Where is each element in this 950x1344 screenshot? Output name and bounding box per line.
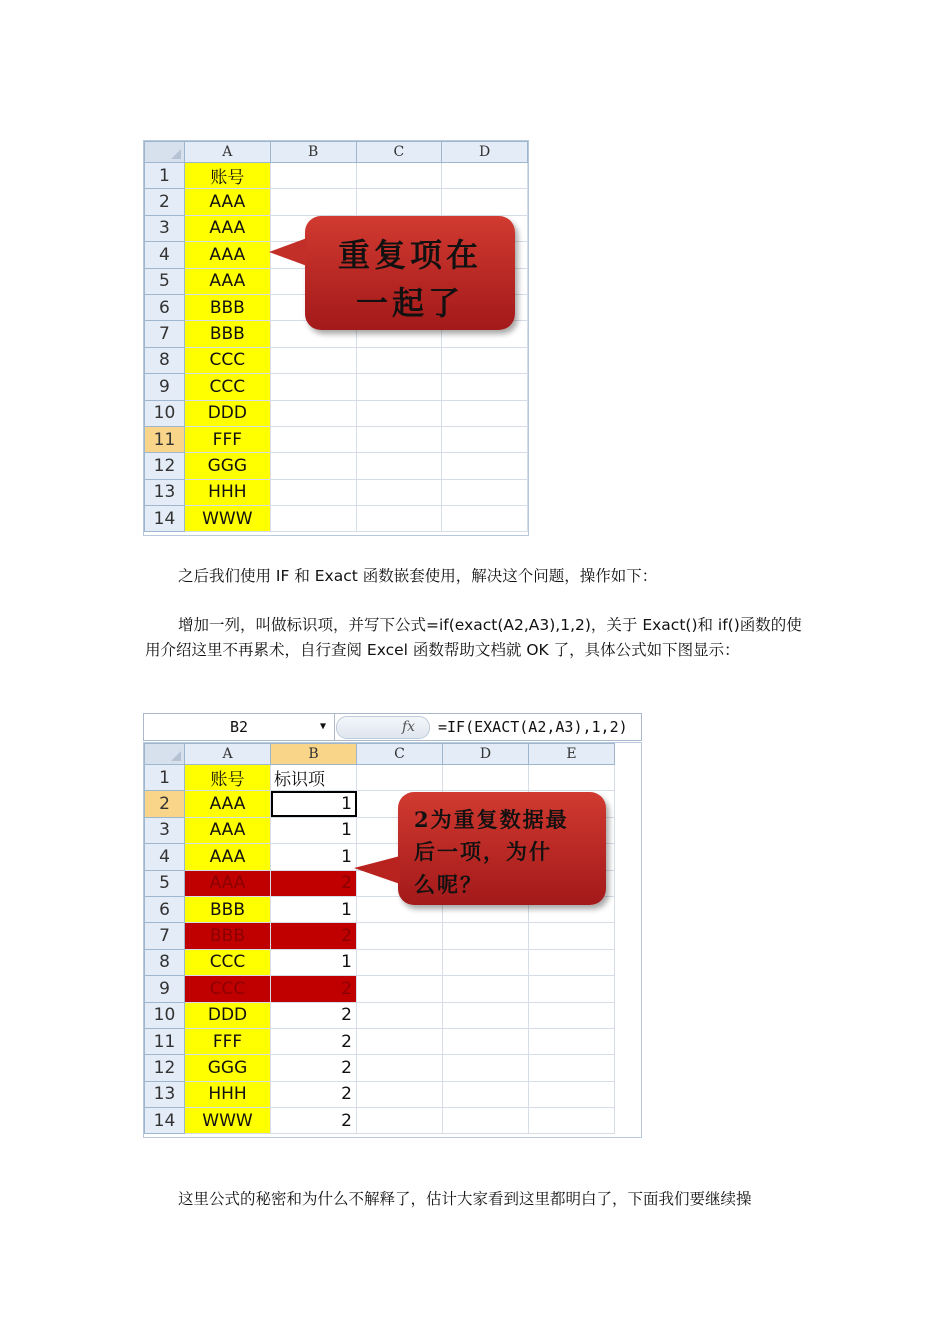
cell-b[interactable]: 2 <box>271 870 357 896</box>
cell-c[interactable] <box>356 479 442 505</box>
row-header[interactable]: 10 <box>145 1002 185 1028</box>
column-header-c[interactable]: C <box>357 744 443 765</box>
callout-line-2: 一起了 <box>355 284 464 322</box>
cell-d[interactable] <box>442 163 528 189</box>
cell-c[interactable] <box>357 1081 443 1107</box>
callout-duplicates-together <box>305 216 515 330</box>
cell-a[interactable]: BBB <box>185 896 271 922</box>
cell-b[interactable]: 1 <box>271 844 357 870</box>
row-header[interactable]: 12 <box>145 453 185 479</box>
row-header[interactable]: 11 <box>145 426 185 452</box>
cell-a[interactable]: CCC <box>185 949 271 975</box>
row-header[interactable]: 1 <box>145 163 185 189</box>
paragraph-formula-explanation: 增加一列，叫做标识项，并写下公式=if(exact(A2,A3),1,2)，关于 Exact()和 if()函数的使用介绍这里不再累术，自行查阅 Excel 函数帮助文档就 OK 了，具体公式如下图显示： <box>145 616 802 659</box>
table-row <box>145 765 615 791</box>
name-box-dropdown-icon[interactable]: ▼ <box>320 721 327 732</box>
column-header-e[interactable]: E <box>529 744 615 765</box>
row-header[interactable]: 2 <box>145 791 185 817</box>
cell-d[interactable] <box>443 1002 529 1028</box>
cell-a[interactable]: AAA <box>184 189 270 215</box>
cell-a[interactable]: BBB <box>184 294 270 320</box>
row-header[interactable]: 6 <box>145 294 185 320</box>
cell-a[interactable]: CCC <box>185 976 271 1002</box>
select-all-corner[interactable] <box>145 142 185 163</box>
formula-button-group[interactable] <box>336 716 430 739</box>
cell-c[interactable] <box>356 453 442 479</box>
row-header[interactable]: 11 <box>145 1028 185 1054</box>
cell-b[interactable] <box>270 163 356 189</box>
cell-b[interactable]: 2 <box>271 1002 357 1028</box>
row-header[interactable]: 7 <box>145 923 185 949</box>
column-header-c[interactable]: C <box>356 142 442 163</box>
cell-b[interactable]: 1 <box>271 949 357 975</box>
row-header[interactable]: 13 <box>145 1081 185 1107</box>
cell-a[interactable]: BBB <box>185 923 271 949</box>
cell-c[interactable] <box>356 163 442 189</box>
cell-d[interactable] <box>442 453 528 479</box>
sheet1-grid <box>144 141 528 532</box>
callout-line-1: 2为重复数据最 <box>414 807 569 832</box>
table-row <box>145 1055 615 1081</box>
cell-c[interactable] <box>356 374 442 400</box>
cell-b[interactable] <box>270 347 356 373</box>
cell-e[interactable] <box>529 949 615 975</box>
column-header-a[interactable]: A <box>184 142 270 163</box>
cell-d[interactable] <box>443 1108 529 1134</box>
cell-a[interactable]: AAA <box>185 791 271 817</box>
select-all-corner[interactable] <box>145 744 185 765</box>
cell-a[interactable]: HHH <box>184 479 270 505</box>
cell-d[interactable] <box>442 479 528 505</box>
cell-d[interactable] <box>442 400 528 426</box>
cell-a[interactable]: CCC <box>184 374 270 400</box>
row-header[interactable]: 5 <box>145 870 185 896</box>
cell-d[interactable] <box>443 949 529 975</box>
column-header-d[interactable]: D <box>442 142 528 163</box>
cell-a[interactable]: DDD <box>185 1002 271 1028</box>
row-header[interactable]: 2 <box>145 189 185 215</box>
table-row <box>145 347 528 373</box>
callout-line-1: 重复项在 <box>337 236 482 274</box>
cell-e[interactable] <box>529 1002 615 1028</box>
table-row <box>145 163 528 189</box>
cell-a[interactable]: 账号 <box>184 163 270 189</box>
row-header[interactable]: 4 <box>145 844 185 870</box>
cell-d[interactable] <box>443 1055 529 1081</box>
cell-a[interactable]: FFF <box>185 1028 271 1054</box>
row-header[interactable]: 6 <box>145 896 185 922</box>
table-row <box>145 1028 615 1054</box>
column-header-b[interactable]: B <box>270 142 356 163</box>
cell-b[interactable]: 2 <box>271 923 357 949</box>
cell-b[interactable] <box>270 189 356 215</box>
paragraph-continuation: 这里公式的秘密和为什么不解释了，估计大家看到这里都明白了，下面我们要继续操 <box>178 1190 752 1208</box>
cell-c[interactable] <box>356 426 442 452</box>
table-row <box>145 453 528 479</box>
row-header[interactable]: 3 <box>145 215 185 241</box>
cell-e[interactable] <box>529 976 615 1002</box>
table-row <box>145 189 528 215</box>
callout-line-3: 么呢？ <box>414 872 483 897</box>
cell-d[interactable] <box>443 923 529 949</box>
cell-e[interactable] <box>529 923 615 949</box>
cell-b[interactable]: 1 <box>271 896 357 922</box>
cell-b[interactable] <box>270 453 356 479</box>
cell-b[interactable]: 2 <box>271 1081 357 1107</box>
cell-b[interactable] <box>270 374 356 400</box>
row-header[interactable]: 13 <box>145 479 185 505</box>
row-header[interactable]: 1 <box>145 765 185 791</box>
table-row <box>145 426 528 452</box>
cell-c[interactable] <box>356 347 442 373</box>
column-header-row <box>145 744 615 765</box>
cell-c[interactable] <box>357 1028 443 1054</box>
cell-d[interactable] <box>442 374 528 400</box>
cell-c[interactable] <box>357 1055 443 1081</box>
cell-c[interactable] <box>357 1002 443 1028</box>
table-row <box>145 400 528 426</box>
cell-e[interactable] <box>529 1081 615 1107</box>
cell-a[interactable]: GGG <box>185 1055 271 1081</box>
cell-a[interactable]: FFF <box>184 426 270 452</box>
table-row <box>145 1002 615 1028</box>
cell-a[interactable]: WWW <box>185 1108 271 1134</box>
cell-a[interactable]: HHH <box>185 1081 271 1107</box>
cell-c[interactable] <box>357 976 443 1002</box>
cell-a[interactable]: AAA <box>184 268 270 294</box>
formula-bar <box>143 713 642 741</box>
row-header[interactable]: 10 <box>145 400 185 426</box>
cell-d[interactable] <box>443 1081 529 1107</box>
insert-function-icon[interactable]: fx <box>402 719 416 735</box>
cell-d[interactable] <box>443 1028 529 1054</box>
cell-a[interactable]: AAA <box>184 242 270 268</box>
cell-b[interactable] <box>270 426 356 452</box>
cell-c[interactable] <box>357 1108 443 1134</box>
cell-a[interactable]: BBB <box>184 321 270 347</box>
cell-a[interactable]: AAA <box>184 215 270 241</box>
cell-d[interactable] <box>443 976 529 1002</box>
row-header[interactable]: 14 <box>145 506 185 532</box>
cell-a[interactable]: CCC <box>184 347 270 373</box>
row-header[interactable]: 9 <box>145 374 185 400</box>
cell-d[interactable] <box>442 189 528 215</box>
formula-input[interactable]: =IF(EXACT(A2,A3),1,2) <box>438 718 628 736</box>
spreadsheet-screenshot-1 <box>143 140 529 536</box>
cell-a[interactable]: GGG <box>184 453 270 479</box>
row-header[interactable]: 7 <box>145 321 185 347</box>
cell-b[interactable] <box>270 400 356 426</box>
cell-a[interactable]: AAA <box>185 844 271 870</box>
cell-d[interactable] <box>443 765 529 791</box>
cell-b[interactable]: 标识项 <box>271 765 357 791</box>
column-header-row <box>145 142 528 163</box>
cell-c[interactable] <box>356 189 442 215</box>
name-box[interactable]: B2 <box>144 714 335 740</box>
cell-d[interactable] <box>442 426 528 452</box>
table-row <box>145 1108 615 1134</box>
cell-b[interactable]: 2 <box>271 976 357 1002</box>
row-header[interactable]: 8 <box>145 347 185 373</box>
cell-c[interactable] <box>357 949 443 975</box>
row-header[interactable]: 8 <box>145 949 185 975</box>
table-row <box>145 949 615 975</box>
cell-b[interactable]: 2 <box>271 1028 357 1054</box>
cell-e[interactable] <box>529 765 615 791</box>
cell-d[interactable] <box>442 347 528 373</box>
row-header[interactable]: 14 <box>145 1108 185 1134</box>
cell-a[interactable]: AAA <box>185 870 271 896</box>
cell-c[interactable] <box>356 506 442 532</box>
table-row <box>145 479 528 505</box>
table-row <box>145 506 528 532</box>
column-header-d[interactable]: D <box>443 744 529 765</box>
cell-a[interactable]: WWW <box>184 506 270 532</box>
cell-a[interactable]: DDD <box>184 400 270 426</box>
cell-d[interactable] <box>442 506 528 532</box>
row-header[interactable]: 5 <box>145 268 185 294</box>
row-header[interactable]: 3 <box>145 817 185 843</box>
table-row <box>145 976 615 1002</box>
row-header[interactable]: 9 <box>145 976 185 1002</box>
table-row <box>145 1081 615 1107</box>
cell-e[interactable] <box>529 1028 615 1054</box>
cell-e[interactable] <box>529 1055 615 1081</box>
cell-b[interactable]: 1 <box>271 791 357 817</box>
table-row <box>145 923 615 949</box>
cell-e[interactable] <box>529 1108 615 1134</box>
cell-c[interactable] <box>356 400 442 426</box>
cell-c[interactable] <box>357 765 443 791</box>
callout-line-2: 后一项，为什 <box>414 839 552 864</box>
cell-b[interactable] <box>270 479 356 505</box>
cell-b[interactable]: 1 <box>271 817 357 843</box>
cell-c[interactable] <box>357 923 443 949</box>
callout-why-last-item <box>398 792 606 905</box>
row-header[interactable]: 4 <box>145 242 185 268</box>
cell-b[interactable]: 2 <box>271 1108 357 1134</box>
column-header-b[interactable]: B <box>271 744 357 765</box>
paragraph-intro: 之后我们使用 IF 和 Exact 函数嵌套使用，解决这个问题，操作如下： <box>178 567 658 585</box>
cell-a[interactable]: 账号 <box>185 765 271 791</box>
cell-b[interactable] <box>270 506 356 532</box>
column-header-a[interactable]: A <box>185 744 271 765</box>
row-header[interactable]: 12 <box>145 1055 185 1081</box>
cell-b[interactable]: 2 <box>271 1055 357 1081</box>
table-row <box>145 374 528 400</box>
cell-a[interactable]: AAA <box>185 817 271 843</box>
